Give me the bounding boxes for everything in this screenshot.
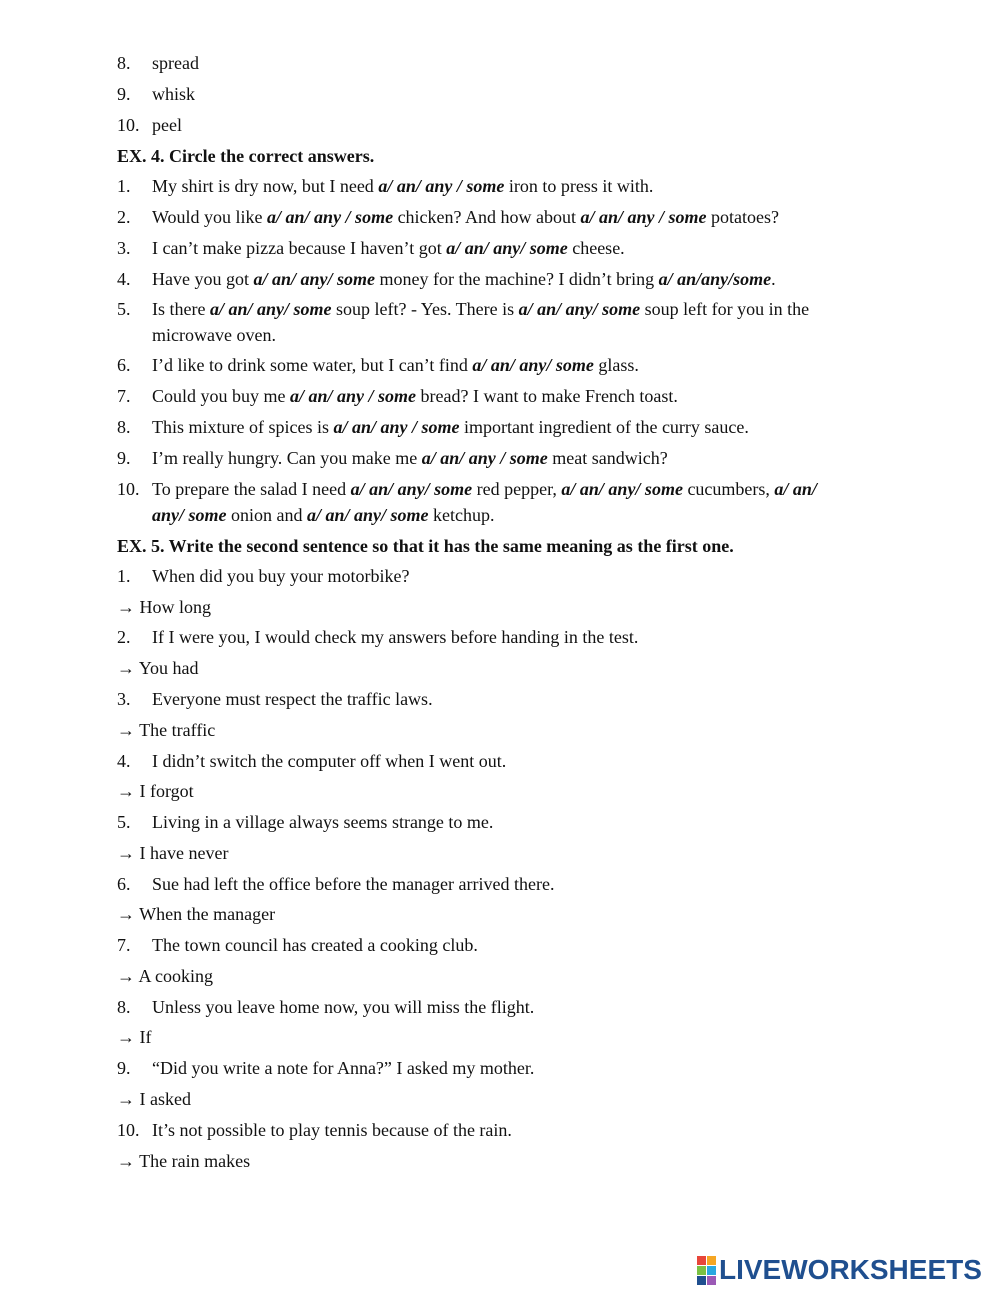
answer-options[interactable]: a/ an/ any/ some	[518, 299, 641, 319]
answer-options[interactable]: a/ an/ any / some	[580, 207, 707, 227]
answer-options[interactable]: a/ an/ any/ some	[350, 479, 473, 499]
answer-options[interactable]: a/ an/ any / some	[421, 448, 548, 468]
answer-options[interactable]: a/ an/ any/ some	[209, 299, 332, 319]
ex4-heading: EX. 4. Circle the correct answers.	[117, 146, 375, 166]
answer-options[interactable]: a/ an/ any / some	[378, 176, 505, 196]
logo-text: LIVEWORKSHEETS	[719, 1254, 982, 1285]
ex5-prompt-2[interactable]: → You had	[117, 658, 199, 678]
answer-options[interactable]: a/ an/ any / some	[290, 386, 417, 406]
logo-blocks-icon	[697, 1256, 716, 1285]
answer-options[interactable]: a/ an/any/some	[658, 269, 772, 289]
ex5-prompt-8[interactable]: → If	[117, 1027, 152, 1047]
ex5-prompt-9[interactable]: → I asked	[117, 1089, 191, 1109]
liveworksheets-logo[interactable]	[697, 1255, 982, 1285]
answer-options[interactable]: a/ an/ any/ some	[446, 238, 568, 258]
ex5-prompt-7[interactable]: → A cooking	[117, 966, 214, 986]
answer-options[interactable]: a/ an/	[774, 479, 817, 499]
ex4-item-10-continued: any/ some onion and a/ an/ any/ some ketchup.	[152, 505, 495, 525]
answer-options[interactable]: a/ an/ any/ some	[253, 269, 375, 289]
ex5-heading: EX. 5. Write the second sentence so that it has the same meaning as the first one.	[117, 536, 734, 556]
answer-options[interactable]: a/ an/ any/ some	[472, 355, 594, 375]
answer-options[interactable]: any/ some	[152, 505, 227, 525]
answer-options[interactable]: a/ an/ any / some	[333, 417, 460, 437]
ex5-prompt-3[interactable]: → The traffic	[117, 720, 216, 740]
ex5-prompt-10[interactable]: → The rain makes	[117, 1151, 251, 1171]
answer-options[interactable]: a/ an/ any / some	[267, 207, 394, 227]
ex4-item-5-continued: microwave oven.	[152, 325, 276, 345]
ex5-prompt-6[interactable]: → When the manager	[117, 904, 276, 924]
ex5-prompt-4[interactable]: → I forgot	[117, 781, 194, 801]
answer-options[interactable]: a/ an/ any/ some	[307, 505, 429, 525]
ex5-prompt-1[interactable]: → How long	[117, 597, 211, 617]
answer-options[interactable]: a/ an/ any/ some	[561, 479, 683, 499]
ex5-prompt-5[interactable]: → I have never	[117, 843, 229, 863]
